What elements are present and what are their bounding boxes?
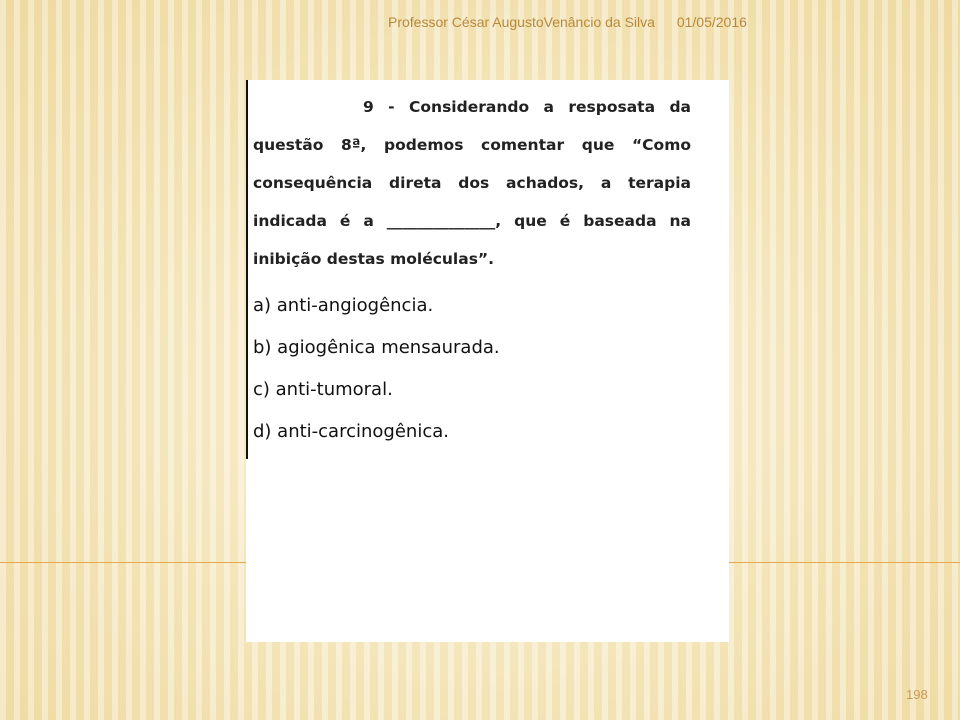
slide-number: 198 bbox=[906, 687, 928, 702]
option-a: a) anti-angiogência. bbox=[253, 295, 434, 316]
option-c: c) anti-tumoral. bbox=[253, 379, 393, 400]
question-image bbox=[246, 80, 729, 642]
option-b: b) agiogênica mensaurada. bbox=[253, 337, 500, 358]
author-text: Professor César AugustoVenâncio da Silva bbox=[388, 14, 655, 30]
option-d: d) anti-carcinogênica. bbox=[253, 421, 449, 442]
slide-header bbox=[388, 14, 747, 30]
left-border-line bbox=[246, 80, 248, 459]
date-text: 01/05/2016 bbox=[676, 14, 747, 30]
options-list bbox=[253, 285, 500, 453]
question-text: 9 - Considerando a resposata da questão 8ª, podemos comentar que “Como consequência direta dos achados, a terapia indicada é a ______________, que é baseada na inibição destas moléculas”. bbox=[253, 98, 691, 268]
